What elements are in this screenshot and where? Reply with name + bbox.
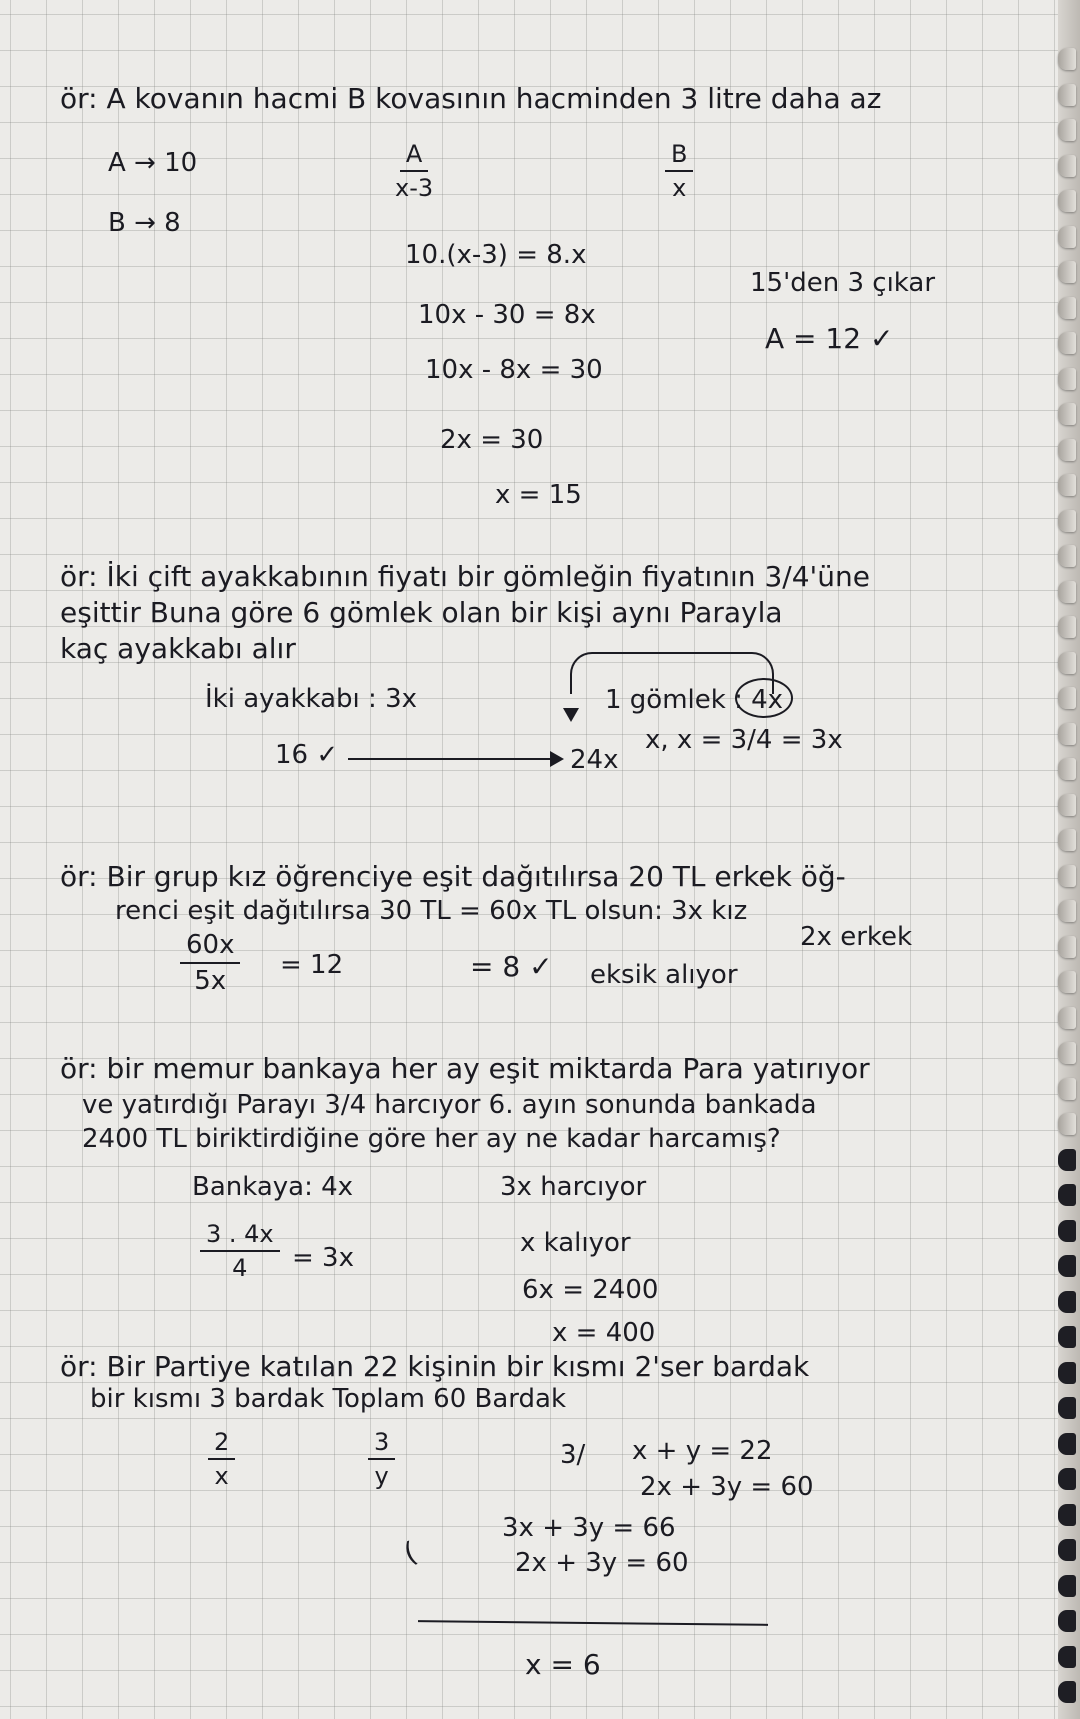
problem1-a-value: A → 10 [108,148,198,178]
problem2-gomlek: 1 gömlek : 4x [605,685,784,715]
binding-ring-icon [1058,652,1076,674]
binding-ring-icon [1058,545,1076,567]
problem1-note: 15'den 3 çıkar [750,268,936,298]
binding-ring-icon [1058,971,1076,993]
fraction-denominator: 4 [232,1254,248,1282]
problem2-equation: x, x = 3/4 = 3x [645,725,843,755]
problem5-multiplier: 3/ [560,1440,586,1470]
binding-ring-icon [1058,226,1076,248]
binding-ring-icon [1058,1184,1076,1206]
binding-ring-icon [1058,616,1076,638]
problem1-step-1: 10.(x-3) = 8.x [405,240,587,270]
binding-ring-icon [1058,794,1076,816]
fraction-denominator: x [672,174,687,202]
problem2-iki-ayakkabi: İki ayakkabı : 3x [205,684,417,714]
problem3-line-3: 2x erkek [800,922,913,952]
problem4-line-2: ve yatırdığı Parayı 3/4 harcıyor 6. ayın sonunda bankada [82,1090,817,1120]
binding-ring-icon [1058,1007,1076,1029]
fraction-numerator: 3 [368,1428,395,1460]
problem5-label: ör: [60,1350,98,1383]
binding-ring-icon [1058,1220,1076,1242]
fraction-numerator: 60x [180,930,240,964]
binding-ring-icon [1058,403,1076,425]
binding-ring-icon [1058,936,1076,958]
problem5-line-2: bir kısmı 3 bardak Toplam 60 Bardak [90,1384,567,1414]
binding-ring-icon [1058,1255,1076,1277]
problem5-fraction-a [208,1428,235,1490]
fraction-numerator: 2 [208,1428,235,1460]
problem4-eq2: x = 400 [552,1318,656,1348]
binding-ring-icon [1058,474,1076,496]
problem3-fraction [180,930,240,996]
binding-ring-icon [1058,48,1076,70]
problem5-sum-line [418,1620,768,1626]
problem2-line-3: kaç ayakkabı alır [60,632,296,665]
problem2-circle-icon [735,678,793,718]
spiral-binding [1058,0,1080,1719]
binding-ring-icon [1058,297,1076,319]
binding-ring-icon [1058,1397,1076,1419]
fraction-denominator: y [374,1462,389,1490]
binding-ring-icon [1058,581,1076,603]
problem2-bracket-arrow-icon [563,708,579,722]
problem3-text-1: Bir grup kız öğrenciye eşit dağıtılırsa 20 TL erkek öğ- [106,860,846,893]
problem3-fraction-result: = 12 [280,950,344,980]
binding-ring-icon [1058,1646,1076,1668]
binding-ring-icon [1058,1433,1076,1455]
problem5-system-1: x + y = 22 [632,1436,773,1466]
binding-ring-icon [1058,865,1076,887]
fraction-numerator: 3 . 4x [200,1220,280,1252]
problem1-step-2: 10x - 30 = 8x [418,300,596,330]
binding-ring-icon [1058,1504,1076,1526]
binding-ring-icon [1058,1149,1076,1171]
binding-ring-icon [1058,900,1076,922]
problem4-line-1 [60,1052,870,1085]
binding-ring-icon [1058,1681,1076,1703]
binding-ring-icon [1058,1113,1076,1135]
problem3-label: ör: [60,860,98,893]
binding-ring-icon [1058,1575,1076,1597]
binding-ring-icon [1058,119,1076,141]
problem4-label: ör: [60,1052,98,1085]
binding-ring-icon [1058,332,1076,354]
fraction-denominator: x-3 [395,174,434,202]
problem4-eq1: 6x = 2400 [522,1275,659,1305]
problem5-sub-1: 3x + 3y = 66 [502,1513,676,1543]
problem2-line-1 [60,560,870,593]
binding-ring-icon [1058,510,1076,532]
problem5-text-1: Bir Partiye katılan 22 kişinin bir kısmı 2'ser bardak [106,1350,810,1383]
binding-ring-icon [1058,1468,1076,1490]
problem1-fraction-b [665,140,693,202]
problem5-sub-2: 2x + 3y = 60 [515,1548,689,1578]
binding-ring-icon [1058,687,1076,709]
problem1-statement [60,82,960,115]
problem4-fraction [200,1220,280,1282]
problem5-minus-sign: ( [399,1535,421,1571]
binding-ring-icon [1058,261,1076,283]
fraction-denominator: x [214,1462,229,1490]
problem4-harciyor: 3x harcıyor [500,1172,647,1202]
binding-ring-icon [1058,1610,1076,1632]
binding-ring-icon [1058,190,1076,212]
binding-ring-icon [1058,155,1076,177]
problem2-label: ör: [60,560,98,593]
binding-ring-icon [1058,758,1076,780]
problem4-bankaya: Bankaya: 4x [192,1172,354,1202]
problem3-line-1 [60,860,846,893]
binding-ring-icon [1058,1078,1076,1100]
problem4-kaliyor: x kalıyor [520,1228,631,1258]
binding-ring-icon [1058,1291,1076,1313]
problem2-arrow-icon [550,751,564,767]
problem2-result-left: 16 ✓ [275,740,339,770]
problem1-step-3: 10x - 8x = 30 [425,355,603,385]
binding-ring-icon [1058,829,1076,851]
problem3-note: eksik alıyor [590,960,738,990]
problem4-line-3: 2400 TL biriktirdiğine göre her ay ne kadar harcamış? [82,1124,781,1154]
problem2-line-2: eşittir Buna göre 6 gömlek olan bir kişi aynı Parayla [60,596,783,629]
problem1-step-5: x = 15 [495,480,582,510]
fraction-numerator: B [665,140,693,172]
problem4-text-1: bir memur bankaya her ay eşit miktarda Para yatırıyor [106,1052,870,1085]
problem2-arrow-line [348,758,553,760]
binding-ring-icon [1058,723,1076,745]
binding-ring-icon [1058,439,1076,461]
fraction-denominator: 5x [194,966,227,996]
problem1-label: ör: [60,82,98,115]
problem4-fraction-result: = 3x [292,1243,354,1273]
problem5-answer: x = 6 [525,1648,601,1681]
problem5-fraction-b [368,1428,395,1490]
fraction-numerator: A [400,140,428,172]
problem5-system-2: 2x + 3y = 60 [640,1472,814,1502]
problem3-answer: = 8 ✓ [470,950,553,983]
binding-ring-icon [1058,1042,1076,1064]
problem2-text-1: İki çift ayakkabının fiyatı bir gömleğin fiyatının 3/4'üne [106,560,870,593]
problem1-answer: A = 12 ✓ [765,322,894,355]
binding-ring-icon [1058,84,1076,106]
problem2-result-right: 24x [570,745,619,775]
problem3-line-2: renci eşit dağıtılırsa 30 TL = 60x TL olsun: 3x kız [115,896,748,926]
binding-ring-icon [1058,368,1076,390]
binding-ring-icon [1058,1326,1076,1348]
binding-ring-icon [1058,1362,1076,1384]
problem1-step-4: 2x = 30 [440,425,544,455]
problem1-b-value: B → 8 [108,208,181,238]
problem1-text: A kovanın hacmi B kovasının hacminden 3 litre daha az [106,82,882,115]
problem5-line-1 [60,1350,809,1383]
binding-ring-icon [1058,1539,1076,1561]
problem1-fraction-a [395,140,433,202]
